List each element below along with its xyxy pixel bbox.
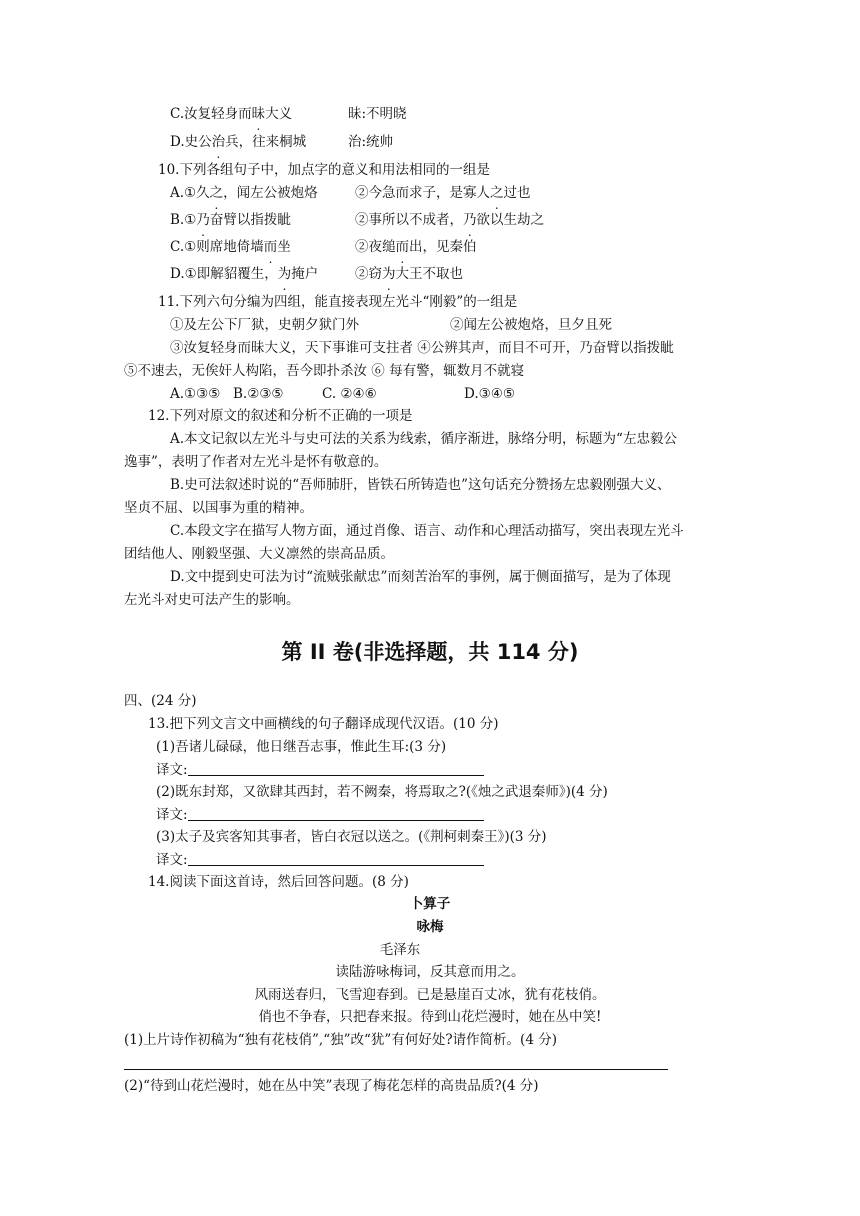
q13-sentence-1: (1)吾诸儿碌碌，他日继吾志事，惟此生耳:(3 分)	[156, 739, 447, 755]
q10-option-a-2	[355, 183, 531, 203]
answer-label: 译文:	[156, 807, 188, 823]
dotted-char: 为	[277, 266, 292, 282]
text: ②窃	[355, 266, 382, 282]
answer-rule[interactable]	[124, 1069, 668, 1070]
poem-subtitle	[0, 917, 860, 937]
text: 卜算子	[409, 896, 451, 912]
text: 坐	[277, 239, 291, 255]
text: 大王不取也	[395, 266, 463, 282]
poem-verse-1: 风雨送春归，飞雪迎春到。已是悬崖百丈冰，犹有花枝俏。	[254, 987, 606, 1003]
q14-subquestion-1: (1)上片诗作初稿为“独有花枝俏”,“独”改“犹”有何好处?请作简析。(4 分)	[124, 1032, 557, 1048]
q11-option-c: C. ②④⑥	[322, 386, 377, 402]
dotted-char: 之	[209, 185, 224, 201]
q10-option-d	[170, 264, 318, 284]
text: C.汝复轻身而	[170, 106, 252, 122]
q13-stem: 13.把下列文言文中画横线的句子翻译成现代汉语。(10 分)	[148, 716, 499, 732]
q10-option-a	[170, 183, 318, 203]
q10-option-b-2	[355, 210, 544, 230]
dotted-char: 昧	[251, 106, 266, 122]
q12-option-d-line2: 左光斗对史可法产生的影响。	[124, 592, 300, 608]
q10-option-b	[170, 210, 291, 230]
text: D.史公	[170, 134, 212, 150]
q14-stem: 14.阅读下面这首诗，然后回答问题。(8 分)	[148, 874, 409, 890]
q11-item-1: ①及左公下厂狱，史朝夕狱门外	[170, 317, 359, 333]
q11-items-5-6: ⑤不速去，无俟奸人构陷，吾今即扑杀汝 ⑥ 每有警，辄数月不就寝	[124, 363, 525, 379]
q9-option-c-gloss: 昧:不明晓	[348, 106, 407, 122]
text: ②今急而求子，是寡人	[355, 185, 490, 201]
dotted-char: 之	[490, 185, 504, 201]
q11-option-d: D.③④⑤	[464, 386, 515, 402]
q12-stem: 12.下列对原文的叙述和分析不正确的一项是	[148, 408, 413, 424]
q12-option-d-line1: D.文中提到史可法为讨“流贼张献忠”而刻苦治军的事例，属于侧面描写，是为了体现	[170, 569, 671, 585]
text: A.①久	[170, 185, 210, 201]
q13-answer-line-1	[156, 760, 484, 780]
q11-option-b: B.②③⑤	[233, 386, 284, 402]
q9-option-c	[170, 104, 292, 124]
text: 咏梅	[416, 919, 444, 935]
poem-preface: 读陆游咏梅词，反其意而用之。	[335, 964, 525, 980]
dotted-char: 为	[382, 266, 396, 282]
text: C.①则席地倚墙	[170, 239, 264, 255]
text: 欲以生劫之	[476, 212, 544, 228]
text: 出，见秦伯	[409, 239, 477, 255]
q13-answer-line-3	[156, 850, 484, 870]
dotted-char: 乃	[196, 212, 210, 228]
q10-stem: 10.下列各组句子中，加点字的意义和用法相同的一组是	[158, 162, 490, 178]
text: 兵，往来桐城	[225, 134, 307, 150]
q14-subquestion-2: (2)“待到山花烂漫时，她在丛中笑”表现了梅花怎样的高贵品质?(4 分)	[124, 1078, 539, 1094]
text: ②事所以不成者，	[355, 212, 463, 228]
section-four-label: 四、(24 分)	[124, 693, 197, 709]
q12-option-c-line2: 团结他人、刚毅坚强、大义凛然的崇高品质。	[124, 546, 394, 562]
answer-blank[interactable]	[188, 851, 484, 866]
dotted-char: 乃	[463, 212, 477, 228]
text: 过也	[503, 185, 531, 201]
answer-label: 译文:	[156, 762, 188, 778]
q12-option-b-line2: 坚贞不屈、以国事为重的精神。	[124, 500, 313, 516]
poem-title	[0, 894, 860, 914]
q11-option-a: A.①③⑤	[170, 386, 221, 402]
answer-blank[interactable]	[188, 761, 484, 776]
q12-option-a-line1: A.本文记叙以左光斗与史可法的关系为线索，循序渐进，脉络分明，标题为“左忠毅公	[170, 431, 677, 447]
text: 大义	[265, 106, 293, 122]
part-two-heading: 第 II 卷(非选择题，共 114 分)	[281, 640, 579, 664]
q10-option-c-2	[355, 237, 477, 257]
q10-option-d-2	[355, 264, 463, 284]
q11-stem: 11.下列六句分编为四组，能直接表现左光斗“刚毅”的一组是	[158, 294, 518, 310]
text: ，闻左公被炮烙	[223, 185, 318, 201]
q9-option-d-gloss: 治:统帅	[348, 134, 394, 150]
text: B.①	[170, 212, 197, 228]
q12-option-c-line1: C.本段文字在描写人物方面，通过肖像、语言、动作和心理活动描写，突出表现左光斗	[170, 523, 684, 539]
q13-sentence-3: (3)太子及宾客知其事者，皆白衣冠以送之。(《荆柯刺秦王》)(3 分)	[156, 829, 547, 845]
q11-items-3-4: ③汝复轻身而昧大义，天下事谁可支拄者 ④公辨其声，而目不可开，乃奋臂以指拨眦	[170, 340, 674, 356]
dotted-char: 而	[263, 239, 278, 255]
dotted-char: 而	[395, 239, 409, 255]
q10-option-c	[170, 237, 291, 257]
answer-label: 译文:	[156, 852, 188, 868]
q11-item-2: ②闻左公被炮烙，旦夕且死	[450, 317, 612, 333]
text: ②夜缒	[355, 239, 396, 255]
q12-option-a-line2: 逸事”，表明了作者对左光斗是怀有敬意的。	[124, 454, 388, 470]
q12-option-b-line1: B.史可法叙述时说的“吾师肺肝，皆铁石所铸造也”这句话充分赞扬左忠毅刚强大义、	[170, 477, 671, 493]
q9-option-d	[170, 132, 306, 152]
poem-verse-2: 俏也不争春，只把春来报。待到山花烂漫时，她在丛中笑!	[258, 1009, 602, 1025]
dotted-char: 治	[211, 134, 226, 150]
q13-answer-line-2	[156, 805, 484, 825]
poem-author: 毛泽东	[379, 942, 421, 958]
answer-blank[interactable]	[188, 806, 484, 821]
text: 奋臂以指拨眦	[209, 212, 291, 228]
q13-sentence-2: (2)既东封郑，又欲肆其西封，若不阙秦，将焉取之?(《烛之武退秦师》)(4 分)	[156, 784, 608, 800]
text: 掩户	[291, 266, 319, 282]
text: D.①即解貂覆生，	[170, 266, 278, 282]
